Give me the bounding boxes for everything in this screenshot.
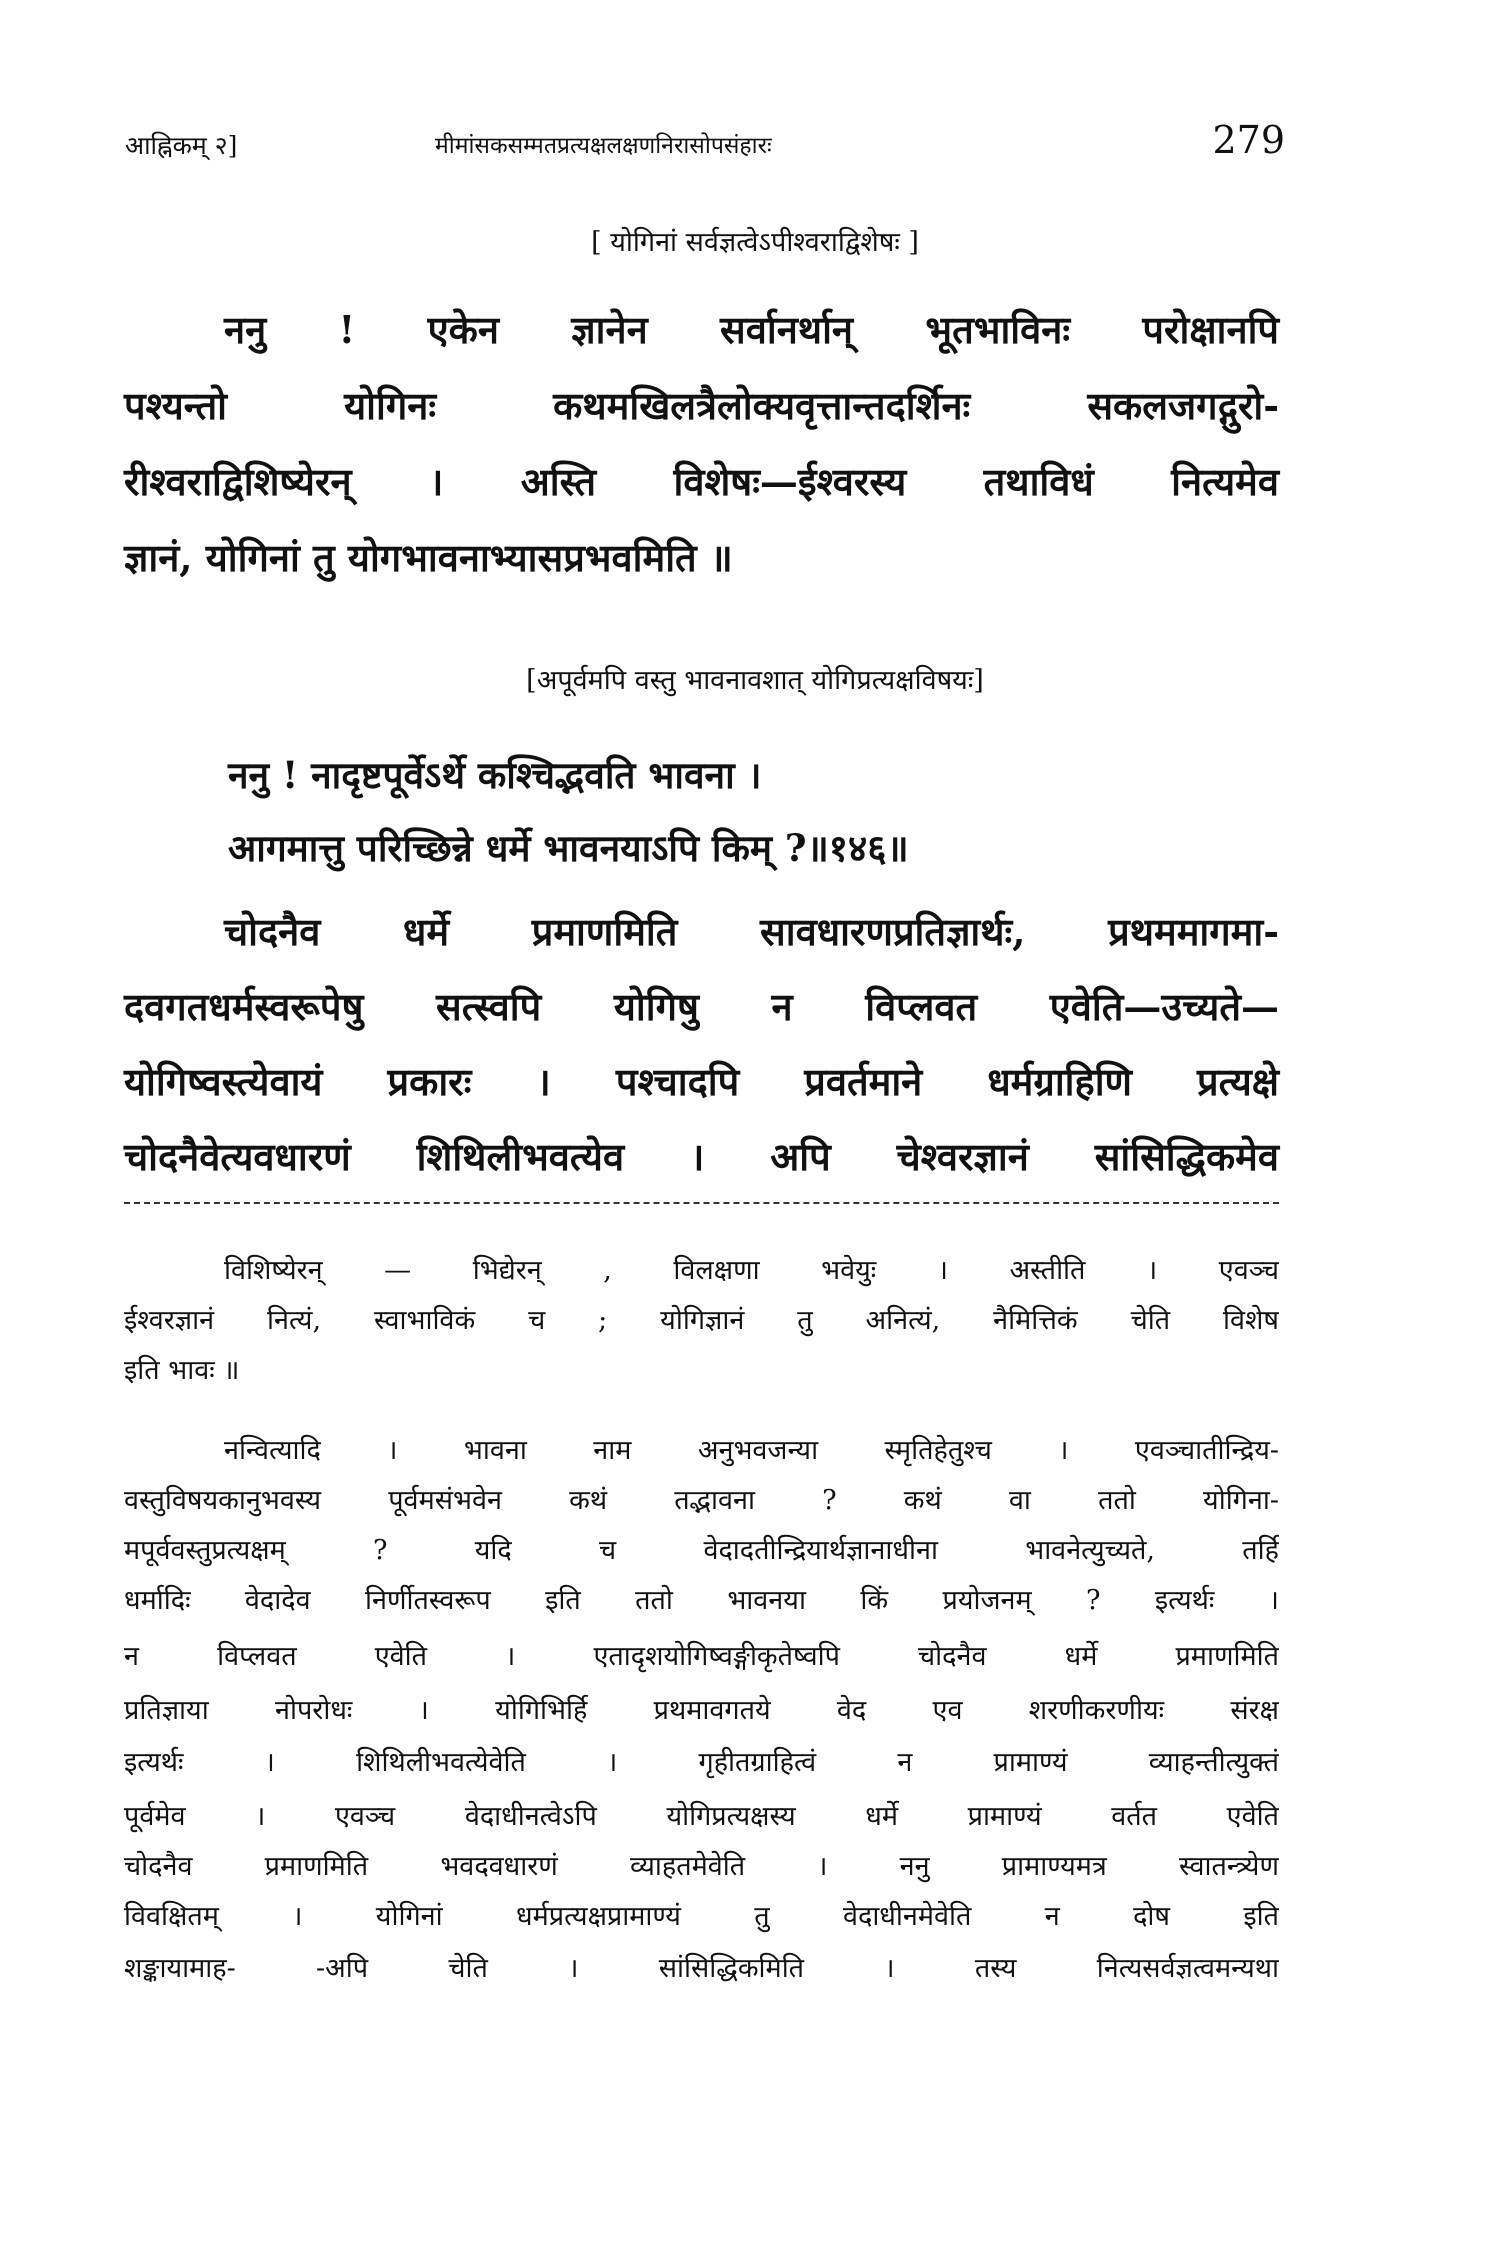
note-line: न विप्लवत एवेति । एतादृशयोगिष्वङ्गीकृतेष्वपि चोदनैव धर्मे प्रमाणमिति xyxy=(124,1641,1279,1672)
note-line: पूर्वमेव । एवञ्च वेदाधीनत्वेऽपि योगिप्रत्यक्षस्य धर्मे प्रामाण्यं वर्तत एवेति xyxy=(124,1801,1279,1832)
page-number: 279 xyxy=(1212,118,1285,162)
note-line: विवक्षितम् । योगिनां धर्मप्रत्यक्षप्रामाण्यं तु वेदाधीनमेवेति न दोष इति xyxy=(124,1901,1279,1932)
note-line: ईश्वरज्ञानं नित्यं, स्वाभाविकं च ; योगिज्ञानं तु अनित्यं, नैमित्तिकं चेति विशेष xyxy=(124,1305,1279,1336)
main-text-line: चोदनैव धर्मे प्रमाणमिति सावधारणप्रतिज्ञार्थः, प्रथममागमा- xyxy=(224,909,1279,954)
note-line: नन्वित्यादि । भावना नाम अनुभवजन्या स्मृतिहेतुश्च । एवञ्चातीन्द्रिय- xyxy=(224,1435,1279,1466)
main-text-line: पश्यन्तो योगिनः कथमखिलत्रैलोक्यवृत्तान्तदर्शिनः सकलजगद्गुरो- xyxy=(124,383,1279,428)
footnote-divider xyxy=(124,1202,1279,1204)
running-head-left: आह्निकम् २] xyxy=(125,131,238,160)
note-line: विशिष्येरन् — भिद्येरन् , विलक्षणा भवेयुः । अस्तीति । एवञ्च xyxy=(224,1255,1279,1286)
section-heading-1: [ योगिनां सर्वज्ञत्वेऽपीश्वराद्विशेषः ] xyxy=(591,227,919,258)
note-line: वस्तुविषयकानुभवस्य पूर्वमसंभवेन कथं तद्भावना ? कथं वा ततो योगिना- xyxy=(124,1485,1279,1516)
note-line: इति भावः ॥ xyxy=(124,1355,240,1386)
section-heading-2: [अपूर्वमपि वस्तु भावनावशात् योगिप्रत्यक्षविषयः] xyxy=(526,665,984,696)
note-line: प्रतिज्ञाया नोपरोधः । योगिभिर्हि प्रथमावगतये वेद एव शरणीकरणीयः संरक्ष xyxy=(124,1695,1279,1726)
verse-line: ननु ! नादृष्टपूर्वेऽर्थे कश्चिद्भवति भावना । xyxy=(228,753,762,797)
note-line: इत्यर्थः । शिथिलीभवत्येवेति । गृहीतग्राहित्वं न प्रामाण्यं व्याहन्तीत्युक्तं xyxy=(124,1747,1279,1778)
note-line: चोदनैव प्रमाणमिति भवदवधारणं व्याहतमेवेति । ननु प्रामाण्यमत्र स्वातन्त्र्येण xyxy=(124,1851,1279,1882)
main-text-line: ननु ! एकेन ज्ञानेन सर्वानर्थान् भूतभाविनः परोक्षानपि xyxy=(224,307,1279,352)
verse-line: आगमात्तु परिच्छिन्ने धर्मे भावनयाऽपि किम् ?॥१४६॥ xyxy=(228,826,909,870)
main-text-line: रीश्वराद्विशिष्येरन् । अस्ति विशेषः—ईश्वरस्य तथाविधं नित्यमेव xyxy=(124,459,1279,504)
note-line: मपूर्ववस्तुप्रत्यक्षम् ? यदि च वेदादतीन्द्रियार्थज्ञानाधीना भावनेत्युच्यते, तर्हि xyxy=(124,1535,1279,1566)
main-text-line: ज्ञानं, योगिनां तु योगभावनाभ्यासप्रभवमिति ॥ xyxy=(124,535,733,580)
note-line: शङ्कायामाह- -अपि चेति । सांसिद्धिकमिति । तस्य नित्यसर्वज्ञत्वमन्यथा xyxy=(124,1953,1279,1984)
main-text-line: योगिष्वस्त्येवायं प्रकारः । पश्चादपि प्रवर्तमाने धर्मग्राहिणि प्रत्यक्षे xyxy=(124,1059,1279,1104)
note-line: धर्मादिः वेदादेव निर्णीतस्वरूप इति ततो भावनया किं प्रयोजनम् ? इत्यर्थः । xyxy=(124,1585,1279,1616)
running-head-title: मीमांसकसम्मतप्रत्यक्षलक्षणनिरासोपसंहारः xyxy=(435,133,772,159)
main-text-line: चोदनैवेत्यवधारणं शिथिलीभवत्येव । अपि चेश्वरज्ञानं सांसिद्धिकमेव xyxy=(124,1134,1279,1179)
running-head xyxy=(125,118,1285,168)
main-text-line: दवगतधर्मस्वरूपेषु सत्स्वपि योगिषु न विप्लवत एवेति—उच्यते— xyxy=(124,984,1279,1029)
